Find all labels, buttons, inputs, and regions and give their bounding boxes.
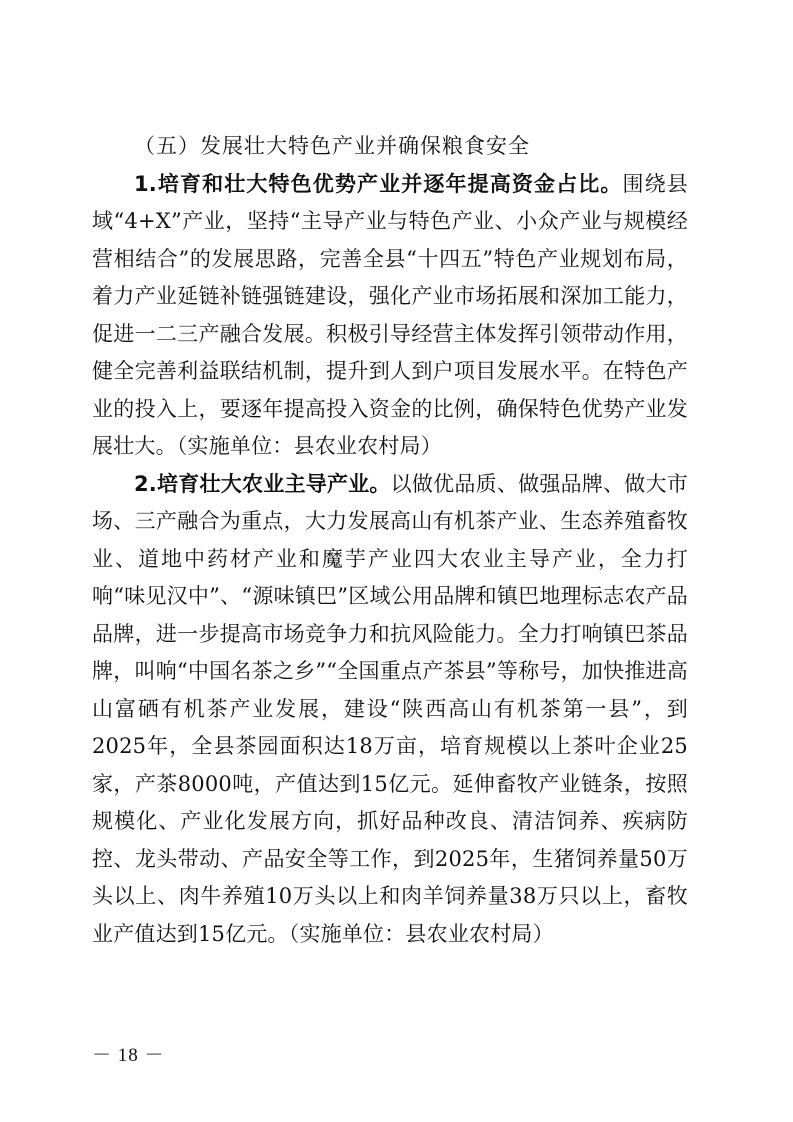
- page-number: － 18 －: [92, 1045, 165, 1066]
- section-heading: （五）发展壮大特色产业并确保粮食安全: [134, 134, 530, 158]
- paragraph-1-lead: 1.培育和壮大特色优势产业并逐年提高资金占比。: [134, 171, 623, 196]
- paragraph-1-body: 围绕县域“4+X”产业，坚持“主导产业与特色产业、小众产业与规模经营相结合”的发展思路，完善全县“十四五”特色产业规划布局，着力产业延链补链强链建设，强化产业市场拓展和深加工能力，促进一二三产融合发展。积极引导经营主体发挥引领带动作用，健全完善利益联结机制，提升到人到户项目发展水平。在特色产业的投入上，要逐年提高投入资金的比例，确保特色优势产业发展壮大。（实施单位：县农业农村局）: [92, 171, 688, 458]
- page-content: [92, 128, 688, 953]
- paragraph-2-lead: 2.培育壮大农业主导产业。: [134, 471, 391, 496]
- paragraph-2: [92, 466, 688, 954]
- paragraph-1: [92, 166, 688, 466]
- paragraph-2-body: 以做优品质、做强品牌、做大市场、三产融合为重点，大力发展高山有机茶产业、生态养殖畜牧业、道地中药材产业和魔芋产业四大农业主导产业，全力打响“味见汉中”、“源味镇巴”区域公用品牌和镇巴地理标志农产品品牌，进一步提高市场竞争力和抗风险能力。全力打响镇巴茶品牌，叫响“中国名茶之乡”“全国重点产茶县”等称号，加快推进高山富硒有机茶产业发展，建设“陕西高山有机茶第一县”，到2025年，全县茶园面积达18万亩，培育规模以上茶叶企业25家，产茶8000吨，产值达到15亿元。延伸畜牧产业链条，按照规模化、产业化发展方向，抓好品种改良、清洁饲养、疾病防控、龙头带动、产品安全等工作，到2025年，生猪饲养量50万头以上、肉牛养殖10万头以上和肉羊饲养量38万只以上，畜牧业产值达到15亿元。（实施单位：县农业农村局）: [92, 471, 688, 946]
